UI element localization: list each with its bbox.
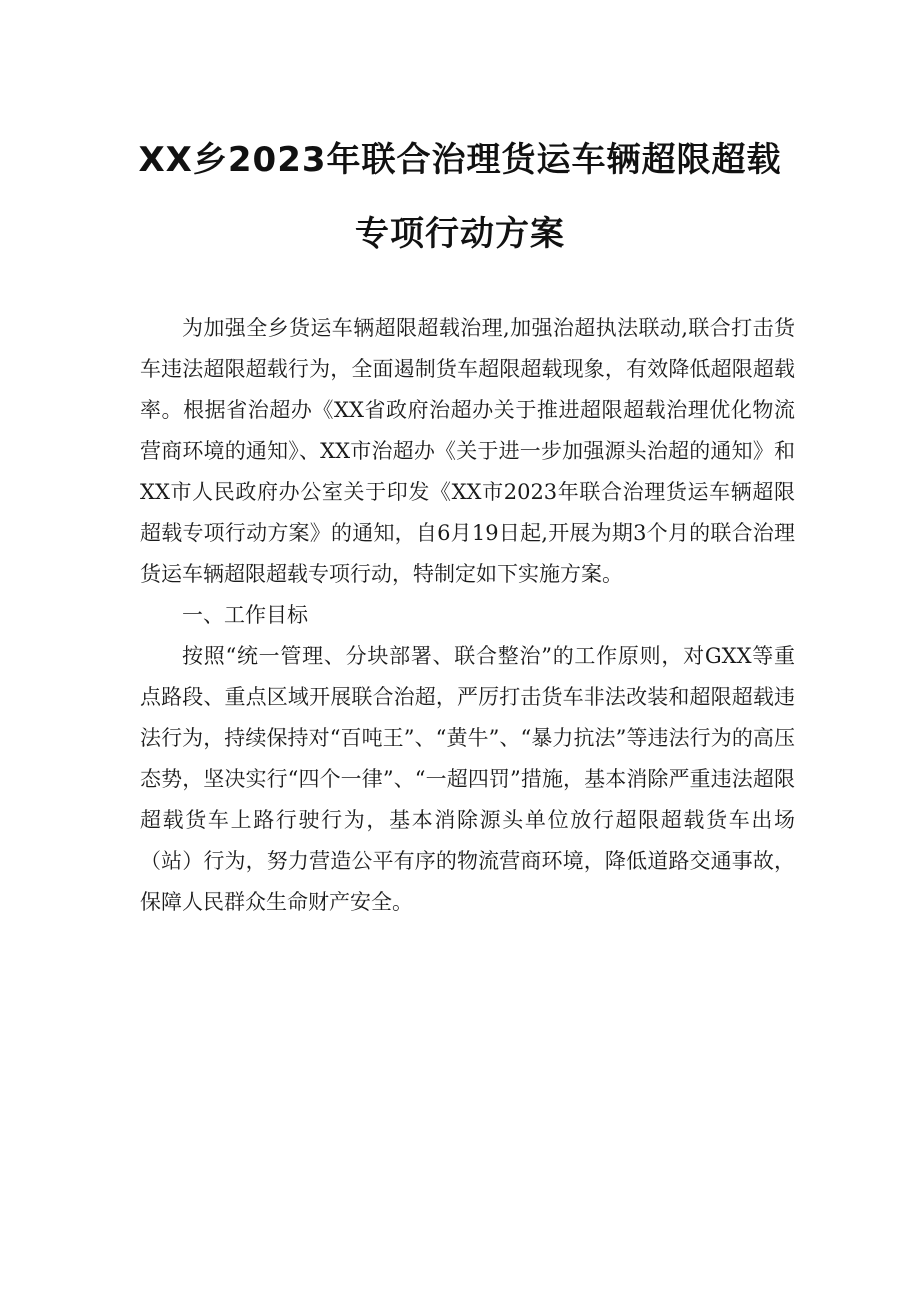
paragraph-intro: 为加强全乡货运车辆超限超载治理,加强治超执法联动,联合打击货车违法超限超载行为，全面遏制货车超限超载现象，有效降低超限超载率。根据省治超办《XX省政府治超办关于推进超限超载治理优化物流营商环境的通知》、XX市治超办《关于进一步加强源头治超的通知》和XX市人民政府办公室关于印发《XX市2023年联合治理货运车辆超限超载专项行动方案》的通知，自6月19日起,开展为期3个月的联合治理货运车辆超限超载专项行动，特制定如下实施方案。 [140,316,795,586]
paragraph-work-goals: 按照“统一管理、分块部署、联合整治”的工作原则，对GXX等重点路段、重点区域开展联合治超，严厉打击货车非法改装和超限超载违法行为，持续保持对“百吨王”、“黄牛”、“暴力抗法”等违法行为的高压态势，坚决实行“四个一律”、“一超四罚”措施，基本消除严重违法超限超载货车上路行驶行为，基本消除源头单位放行超限超载货车出场（站）行为，努力营造公平有序的物流营商环境，降低道路交通事故，保障人民群众生命财产安全。 [140,644,795,914]
section-heading-work-goals: 一、工作目标 [182,603,308,627]
document-title-line1: XX乡2023年联合治理货运车辆超限超载 [138,140,782,180]
document-title-line2: 专项行动方案 [355,214,565,254]
document-body [140,308,795,923]
